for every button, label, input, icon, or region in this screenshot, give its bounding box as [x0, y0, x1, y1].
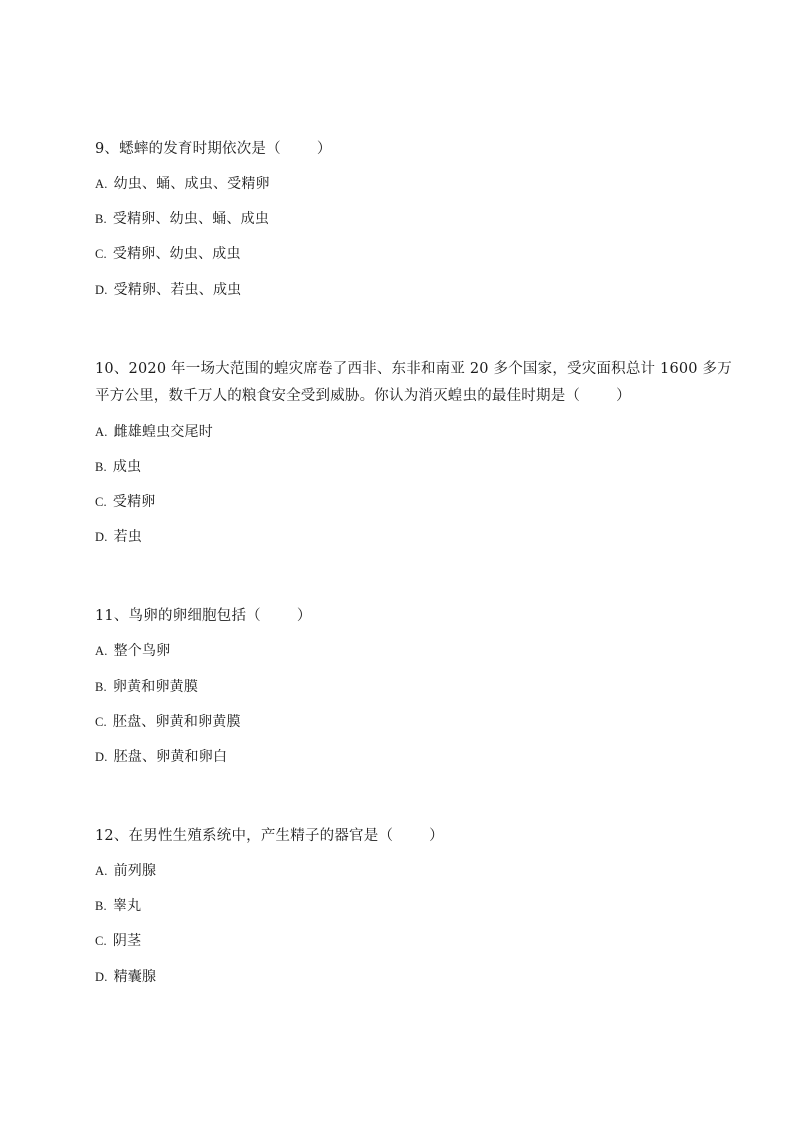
- question-10-option-d: [95, 527, 142, 547]
- option-text: 受精卵、幼虫、蛹、成虫: [112, 211, 270, 227]
- question-11-stem: [95, 606, 312, 626]
- option-text: 阴茎: [112, 933, 142, 949]
- option-letter: D.: [95, 970, 108, 984]
- question-9-stem-close: ）: [316, 141, 332, 157]
- question-10-stem-close: ）: [616, 388, 631, 404]
- question-11-option-d: [95, 747, 227, 767]
- option-text: 卵黄和卵黄膜: [112, 679, 199, 695]
- option-text: 幼虫、蛹、成虫、受精卵: [113, 176, 270, 192]
- option-letter: C.: [95, 495, 107, 509]
- question-12-option-b: [95, 896, 141, 916]
- option-text: 胚盘、卵黄和卵黄膜: [112, 714, 241, 730]
- option-letter: C.: [95, 934, 107, 948]
- question-9-stem-text: 9、蟋蟀的发育时期依次是（: [95, 141, 281, 157]
- question-12-stem-text: 12、在男性生殖系统中，产生精子的器官是（: [95, 828, 394, 844]
- question-10-option-b: [95, 457, 141, 477]
- question-9-option-b: [95, 209, 269, 229]
- option-text: 成虫: [112, 459, 142, 475]
- option-text: 精囊腺: [113, 969, 157, 985]
- option-letter: A.: [95, 425, 108, 439]
- question-12-option-a: [95, 861, 156, 881]
- option-letter: C.: [95, 247, 107, 261]
- question-11-option-a: [95, 641, 170, 661]
- question-12-stem-close: ）: [429, 828, 444, 844]
- option-letter: B.: [95, 212, 107, 226]
- option-letter: B.: [95, 680, 107, 694]
- question-10-stem-text: 平方公里，数千万人的粮食安全受到威胁。你认为消灭蝗虫的最佳时期是（: [95, 388, 581, 404]
- option-letter: C.: [95, 715, 107, 729]
- question-9-option-d: [95, 280, 241, 300]
- question-11-stem-close: ）: [296, 608, 312, 624]
- option-text: 若虫: [113, 529, 142, 545]
- option-text: 受精卵、若虫、成虫: [113, 282, 242, 298]
- option-text: 睾丸: [112, 898, 142, 914]
- option-letter: A.: [95, 177, 108, 191]
- question-9-option-a: [95, 174, 270, 194]
- question-12-stem: [95, 826, 444, 846]
- question-10-stem-text: 10、2020 年一场大范围的蝗灾席卷了西非、东非和南亚 20 多个国家，受灾面积总计 1600 多万: [95, 361, 732, 377]
- option-letter: D.: [95, 750, 108, 764]
- option-text: 雌雄蝗虫交尾时: [113, 424, 213, 440]
- question-10-stem-line-2: [95, 386, 631, 406]
- option-letter: D.: [95, 283, 108, 297]
- question-11-option-c: [95, 712, 241, 732]
- option-text: 受精卵: [112, 494, 156, 510]
- question-11-option-b: [95, 677, 198, 697]
- option-letter: B.: [95, 460, 107, 474]
- question-12-option-d: [95, 967, 156, 987]
- question-12-option-c: [95, 931, 141, 951]
- option-letter: A.: [95, 644, 108, 658]
- question-11-stem-text: 11、鸟卵的卵细胞包括（: [95, 608, 261, 624]
- question-9-option-c: [95, 244, 241, 264]
- option-letter: A.: [95, 864, 108, 878]
- option-text: 受精卵、幼虫、成虫: [112, 246, 241, 262]
- option-letter: D.: [95, 530, 108, 544]
- option-text: 整个鸟卵: [113, 643, 171, 659]
- option-text: 前列腺: [113, 863, 157, 879]
- question-9-stem: [95, 139, 332, 159]
- option-letter: B.: [95, 899, 107, 913]
- question-10-option-a: [95, 422, 213, 442]
- question-10-stem-line-1: [95, 359, 732, 379]
- option-text: 胚盘、卵黄和卵白: [113, 749, 228, 765]
- question-10-option-c: [95, 492, 155, 512]
